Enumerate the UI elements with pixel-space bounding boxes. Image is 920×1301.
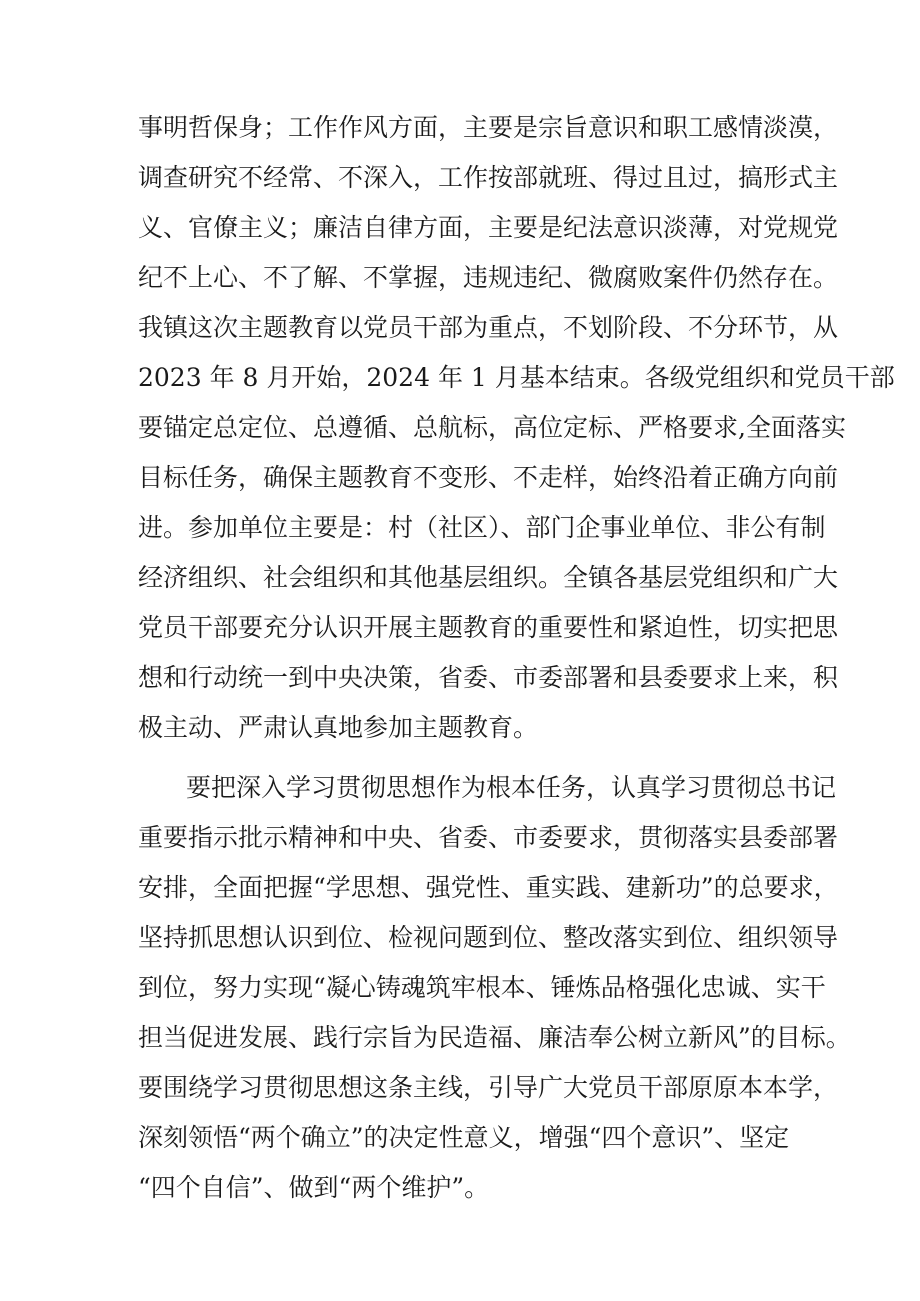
paragraph-first-line: 要把深入学习贯彻思想作为根本任务，认真学习贯彻总书记 <box>186 773 837 802</box>
text-line: 进。参加单位主要是：村（社区）、部门企事业单位、非公有制 <box>138 513 826 542</box>
text-line: 纪不上心、不了解、不掌握，违规违纪、微腐败案件仍然存在。 <box>138 263 839 292</box>
text-line: 目标任务，确保主题教育不变形、不走样，始终沿着正确方向前 <box>138 463 839 492</box>
text-line: 深刻领悟“两个确立”的决定性意义，增强“四个意识”、坚定 <box>138 1123 790 1152</box>
text-line: 坚持抓思想认识到位、检视问题到位、整改落实到位、组织领导 <box>138 923 839 952</box>
text-line: 要围绕学习贯彻思想这条主线，引导广大党员干部原原本本学， <box>138 1073 839 1102</box>
text-line: 调查研究不经常、不深入，工作按部就班、得过且过，搞形式主 <box>138 163 839 192</box>
text-line: 想和行动统一到中央决策，省委、市委部署和县委要求上来，积 <box>138 663 839 692</box>
text-line: 我镇这次主题教育以党员干部为重点，不划阶段、不分环节，从 <box>138 313 839 342</box>
text-line: 党员干部要充分认识开展主题教育的重要性和紧迫性，切实把思 <box>138 613 839 642</box>
text-line: 要锚定总定位、总遵循、总航标，高位定标、严格要求,全面落实 <box>138 413 846 442</box>
text-line: 极主动、严肃认真地参加主题教育。 <box>138 713 539 742</box>
text-line: 经济组织、社会组织和其他基层组织。全镇各基层党组织和广大 <box>138 563 839 592</box>
text-line: “四个自信”、做到“两个维护”。 <box>138 1173 490 1202</box>
text-line: 到位，努力实现“凝心铸魂筑牢根本、锤炼品格强化忠诚、实干 <box>138 973 826 1002</box>
text-line: 义、官僚主义；廉洁自律方面，主要是纪法意识淡薄，对党规党 <box>138 213 839 242</box>
text-line: 担当促进发展、践行宗旨为民造福、廉洁奉公树立新风”的目标。 <box>138 1023 851 1052</box>
text-line: 事明哲保身；工作作风方面，主要是宗旨意识和职工感情淡漠， <box>138 113 839 142</box>
text-line: 2023 年 8 月开始，2024 年 1 月基本结束。各级党组织和党员干部 <box>138 363 895 392</box>
text-line: 重要指示批示精神和中央、省委、市委要求，贯彻落实县委部署 <box>138 823 839 852</box>
text-line: 安排，全面把握“学思想、强党性、重实践、建新功”的总要求， <box>138 873 839 902</box>
